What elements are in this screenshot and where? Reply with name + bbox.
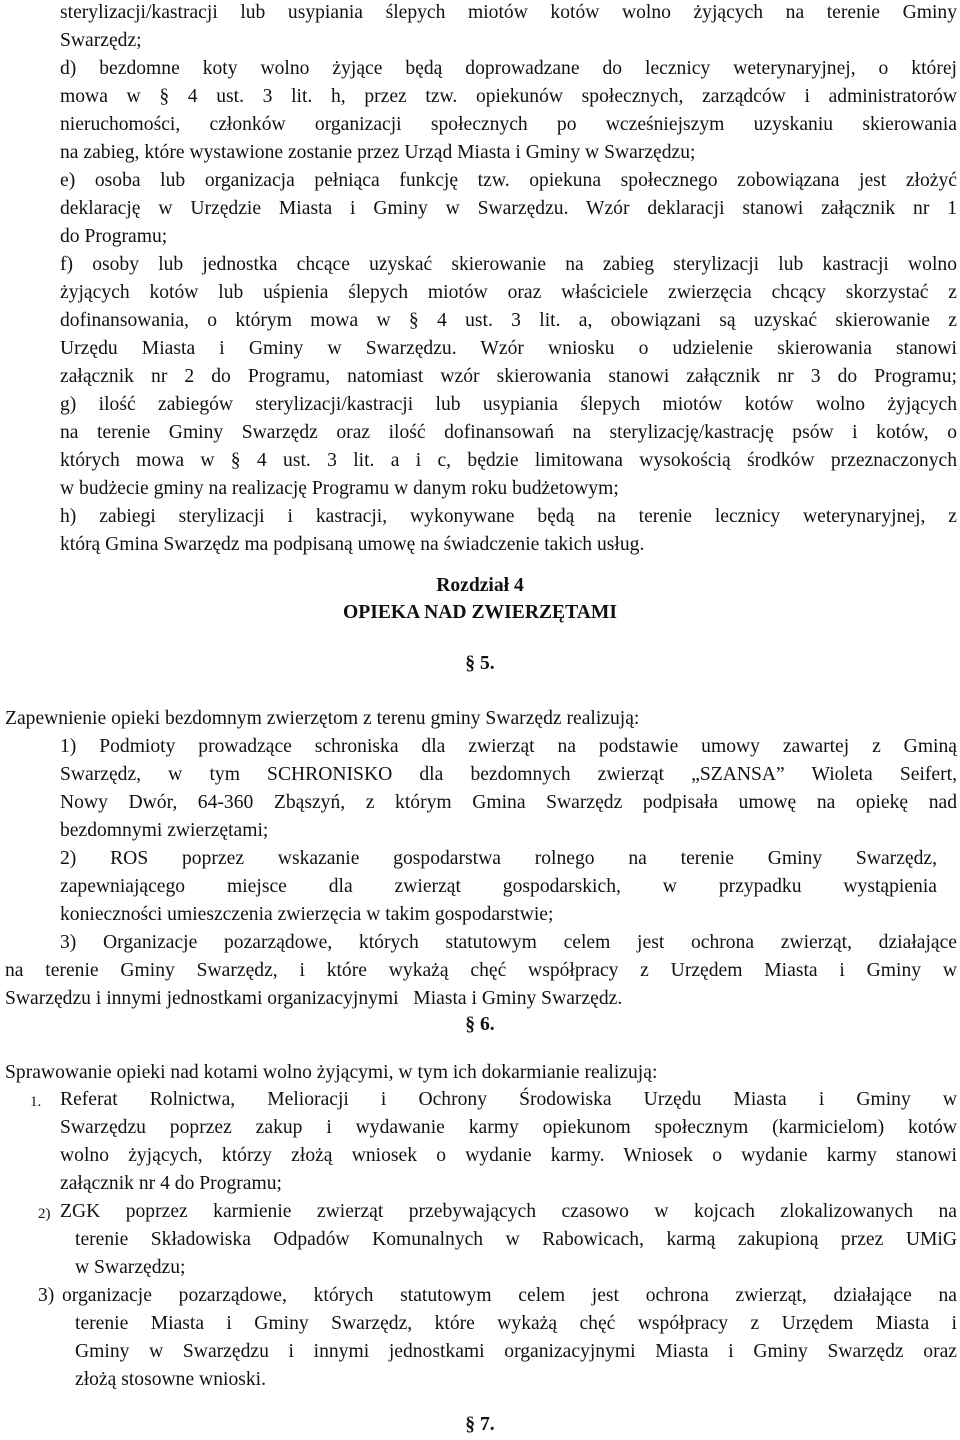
text-line: e) osoba lub organizacja pełniąca funkcję tzw. opiekuna społecznego zobowiązana jest złożyć (60, 170, 957, 191)
list-item-line: w Swarzędzu; (75, 1257, 186, 1278)
text-line: d) bezdomne koty wolno żyjące będą doprowadzane do lecznicy weterynaryjnej, o której (60, 58, 957, 79)
list-item-line: terenie Miasta i Gminy Swarzędz, które wykażą chęć współpracy z Urzędem Miasta i (75, 1313, 957, 1334)
list-item-line: bezdomnymi zwierzętami; (60, 820, 269, 841)
chapter-label: Rozdział 4 (436, 575, 524, 596)
text-line: żyjących kotów lub uśpienia ślepych miotów oraz właściciele zwierzęcia chcący skorzystać z (60, 282, 957, 303)
list-item-line: zapewniającego miejsce dla zwierząt gospodarskich, w przypadku wystąpienia (60, 876, 937, 897)
list-item-line: organizacje pozarządowe, których statutowym celem jest ochrona zwierząt, działające na (62, 1285, 957, 1306)
text-line: deklarację w Urzędzie Miasta i Gminy w Swarzędzu. Wzór deklaracji stanowi załącznik nr 1 (60, 198, 957, 219)
list-item-line: 1) Podmioty prowadzące schroniska dla zwierząt na podstawie umowy zawartej z Gminą (60, 736, 957, 757)
list-item-number: 2) (38, 1206, 51, 1222)
list-item-line: ZGK poprzez karmienie zwierząt przebywających czasowo w kojcach zlokalizowanych na (60, 1201, 957, 1222)
list-item-line: na terenie Gminy Swarzędz, i które wykażą chęć współpracy z Urzędem Miasta i Gminy w (5, 960, 957, 981)
list-item-line: Gminy w Swarzędzu i innymi jednostkami organizacyjnymi Miasta i Gminy Swarzędz oraz (75, 1341, 957, 1362)
list-item-line: Nowy Dwór, 64-360 Zbąszyń, z którym Gmina Swarzędz podpisała umowę na opiekę nad (60, 792, 957, 813)
text-line: do Programu; (60, 226, 168, 247)
text-line: h) zabiegi sterylizacji i kastracji, wykonywane będą na terenie lecznicy weterynaryjnej, z (60, 506, 957, 527)
text-line: Swarzędz; (60, 30, 142, 51)
list-item-line: Swarzędzu poprzez zakup i wydawanie karmy opiekunom społecznym (karmicielom) kotów (60, 1117, 957, 1138)
text-line: którą Gmina Swarzędz ma podpisaną umowę na świadczenie takich usług. (60, 534, 645, 555)
section-number: § 6. (465, 1014, 495, 1035)
text-line: na zabieg, które wystawione zostanie przez Urząd Miasta i Gminy w Swarzędzu; (60, 142, 696, 163)
text-line: których mowa w § 4 ust. 3 lit. a i c, będzie limitowana wysokością środków przeznaczonych (60, 450, 957, 471)
text-line: sterylizacji/kastracji lub usypiania ślepych miotów kotów wolno żyjących na terenie Gminy (60, 2, 957, 23)
list-item-line: wolno żyjących, którzy złożą wniosek o wydanie karmy. Wniosek o wydanie karmy stanowi (60, 1145, 957, 1166)
list-item-line: Referat Rolnictwa, Melioracji i Ochrony Środowiska Urzędu Miasta i Gminy w (60, 1089, 957, 1110)
section-intro: Sprawowanie opieki nad kotami wolno żyjącymi, w tym ich dokarmianie realizują: (5, 1062, 658, 1083)
list-item-line: konieczności umieszczenia zwierzęcia w takim gospodarstwie; (60, 904, 554, 925)
text-line: na terenie Gminy Swarzędz oraz ilość dofinansowań na sterylizację/kastrację psów i kotów, o (60, 422, 957, 443)
list-item-line: 2) ROS poprzez wskazanie gospodarstwa rolnego na terenie Gminy Swarzędz, (60, 848, 937, 869)
section-number: § 7. (465, 1414, 495, 1435)
text-line: załącznik nr 2 do Programu, natomiast wzór skierowania stanowi załącznik nr 3 do Programu; (60, 366, 957, 387)
list-item-line: terenie Składowiska Odpadów Komunalnych w Rabowicach, karmą zakupioną przez UMiG (75, 1229, 957, 1250)
list-item-line: 3) Organizacje pozarządowe, których statutowym celem jest ochrona zwierząt, działające (60, 932, 957, 953)
list-item-line: załącznik nr 4 do Programu; (60, 1173, 282, 1194)
text-line: dofinansowania, o którym mowa w § 4 ust. 3 lit. a, obowiązani są uzyskać skierowanie z (60, 310, 957, 331)
text-line: mowa w § 4 ust. 3 lit. h, przez tzw. opiekunów społecznych, zarządców i administratorów (60, 86, 957, 107)
section-number: § 5. (465, 653, 495, 674)
list-item-line: złożą stosowne wnioski. (75, 1369, 267, 1390)
text-line: g) ilość zabiegów sterylizacji/kastracji lub usypiania ślepych miotów kotów wolno żyjących (60, 394, 957, 415)
text-line: Urzędu Miasta i Gminy w Swarzędzu. Wzór wniosku o udzielenie skierowania stanowi (60, 338, 957, 359)
text-line: nieruchomości, członków organizacji społecznych po wcześniejszym uzyskaniu skierowania (60, 114, 957, 135)
section-intro: Zapewnienie opieki bezdomnym zwierzętom z terenu gminy Swarzędz realizują: (5, 708, 640, 729)
list-item-line: Swarzędz, w tym SCHRONISKO dla bezdomnych zwierząt „SZANSA” Wioleta Seifert, (60, 764, 957, 785)
chapter-title: OPIEKA NAD ZWIERZĘTAMI (343, 602, 617, 623)
text-line: w budżecie gminy na realizację Programu w danym roku budżetowym; (60, 478, 619, 499)
list-item-line: Swarzędzu i innymi jednostkami organizacyjnymi Miasta i Gminy Swarzędz. (5, 988, 623, 1009)
list-item-number: 1. (30, 1094, 42, 1110)
list-item-number: 3) (38, 1285, 55, 1306)
text-line: f) osoby lub jednostka chcące uzyskać skierowanie na zabieg sterylizacji lub kastracji wolno (60, 254, 957, 275)
